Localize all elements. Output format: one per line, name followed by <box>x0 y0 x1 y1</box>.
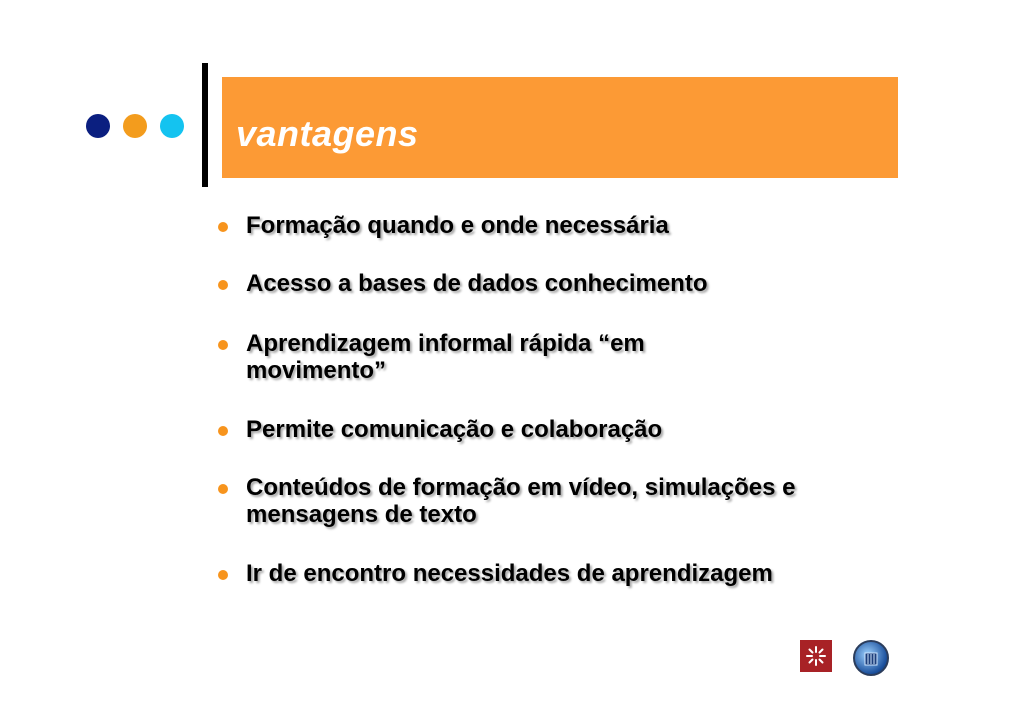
bullet-text: Permite comunicação e colaboração <box>246 416 663 443</box>
bullet-text: Acesso a bases de dados conhecimento <box>246 270 708 297</box>
list-item <box>218 212 908 270</box>
bullet-text: Ir de encontro necessidades de aprendizagem <box>246 560 773 587</box>
list-item <box>218 474 926 560</box>
title-banner <box>222 77 898 178</box>
bullet-icon <box>218 570 228 580</box>
bullet-icon <box>218 280 228 290</box>
divider-bar <box>202 63 208 187</box>
bullet-icon <box>218 222 228 232</box>
globe-logo-icon <box>853 640 889 676</box>
bullet-text: Formação quando e onde necessária <box>246 212 669 239</box>
bullet-icon <box>218 484 228 494</box>
list-item <box>218 270 908 330</box>
bullet-list <box>218 212 908 600</box>
building-icon <box>855 642 887 674</box>
list-item <box>218 330 766 416</box>
bullet-text: Aprendizagem informal rápida “em movimento” <box>246 330 645 384</box>
bullet-icon <box>218 426 228 436</box>
bullet-text: Conteúdos de formação em vídeo, simulações e mensagens de texto <box>246 474 796 528</box>
bullet-icon <box>218 340 228 350</box>
asterisk-icon <box>805 645 827 667</box>
decor-dot-orange <box>123 114 147 138</box>
slide-title: vantagens <box>236 113 419 154</box>
decor-dot-blue <box>86 114 110 138</box>
decor-dot-cyan <box>160 114 184 138</box>
list-item <box>218 416 908 474</box>
list-item <box>218 560 908 600</box>
university-seal-icon <box>800 640 832 672</box>
